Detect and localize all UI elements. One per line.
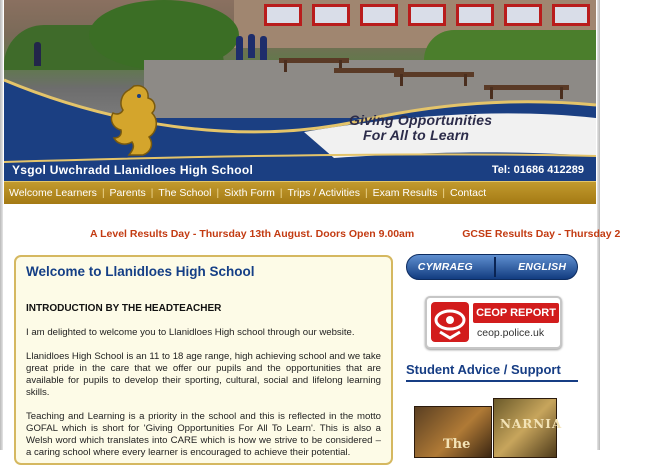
ceop-eye-icon [431,302,469,342]
book-title: NARNIA [500,417,563,431]
window [456,4,494,26]
window [360,4,398,26]
person [260,36,267,60]
news-ticker[interactable] [90,228,621,242]
nav-exam-results[interactable]: Exam Results [372,187,438,199]
window [264,4,302,26]
nav-separator: | [442,187,445,199]
ticker-item[interactable]: A Level Results Day - Thursday 13th August. Doors Open 9.00am [90,228,415,240]
nav-parents[interactable]: Parents [109,187,146,199]
book-title: The [443,437,471,452]
book-cover[interactable] [414,406,492,458]
nav-separator: | [365,187,368,199]
welcome-panel [14,255,393,465]
welcome-paragraph: Llanidloes High School is an 11 to 18 age range, high achieving school and we take great pride in the care that we offer our pupils and the opportunities that are available for pupils to develop their sporting, cultural, social and lifelong learning skills. [26,351,381,398]
advice-underline [406,380,578,382]
window [552,4,590,26]
window [504,4,542,26]
student-advice-heading: Student Advice / Support [406,362,561,377]
nav-welcome-learners[interactable]: Welcome Learners [9,187,97,199]
motto-line1: Giving Opportunities [349,112,493,128]
right-shadow [597,0,600,450]
nav-separator: | [279,187,283,199]
welcome-title: Welcome to Llanidloes High School [26,264,255,279]
school-name: Ysgol Uwchradd Llanidloes High School [12,163,254,177]
nav-separator: | [150,187,154,199]
ceop-report-button[interactable] [425,296,562,349]
ticker-item[interactable]: GCSE Results Day - Thursday 2 [462,228,621,240]
welcome-paragraph: I am delighted to welcome you to Llanidloes High school through our website. [26,327,355,338]
ceop-title: CEOP REPORT [473,303,559,323]
person [236,36,243,60]
cymraeg-button[interactable]: CYMRAEG [417,261,473,273]
welcome-paragraph: Teaching and Learning is a priority in the school and this is reflected in the motto GOFAL which is short for 'Giving Opportunities For All To Learn'. This is also a Welsh word which translates into CARE which is how we strive to be considered – a caring school where every learner is encouraged to achieve their potential. [26,411,381,458]
main-nav [4,181,596,205]
book-cover-narnia[interactable] [493,398,563,458]
nav-the-school[interactable]: The School [158,187,212,199]
person [248,34,255,58]
window [408,4,446,26]
telephone: Tel: 01686 412289 [491,164,584,176]
language-switcher [406,254,578,280]
nav-contact[interactable]: Contact [450,187,487,199]
motto-line2: For All to Learn [363,127,470,143]
nav-separator: | [216,187,220,199]
motto [349,113,539,143]
nav-trips-activities[interactable]: Trips / Activities [287,187,360,199]
lion-crest-icon [99,80,169,160]
english-button[interactable]: ENGLISH [518,261,567,273]
left-shadow [0,0,3,450]
language-divider [494,257,496,277]
nav-sixth-form[interactable]: Sixth Form [224,187,275,199]
header-banner [4,0,596,181]
intro-heading: INTRODUCTION BY THE HEADTEACHER [26,303,222,314]
window [312,4,350,26]
ceop-url: ceop.police.uk [477,327,545,339]
nav-separator: | [101,187,105,199]
